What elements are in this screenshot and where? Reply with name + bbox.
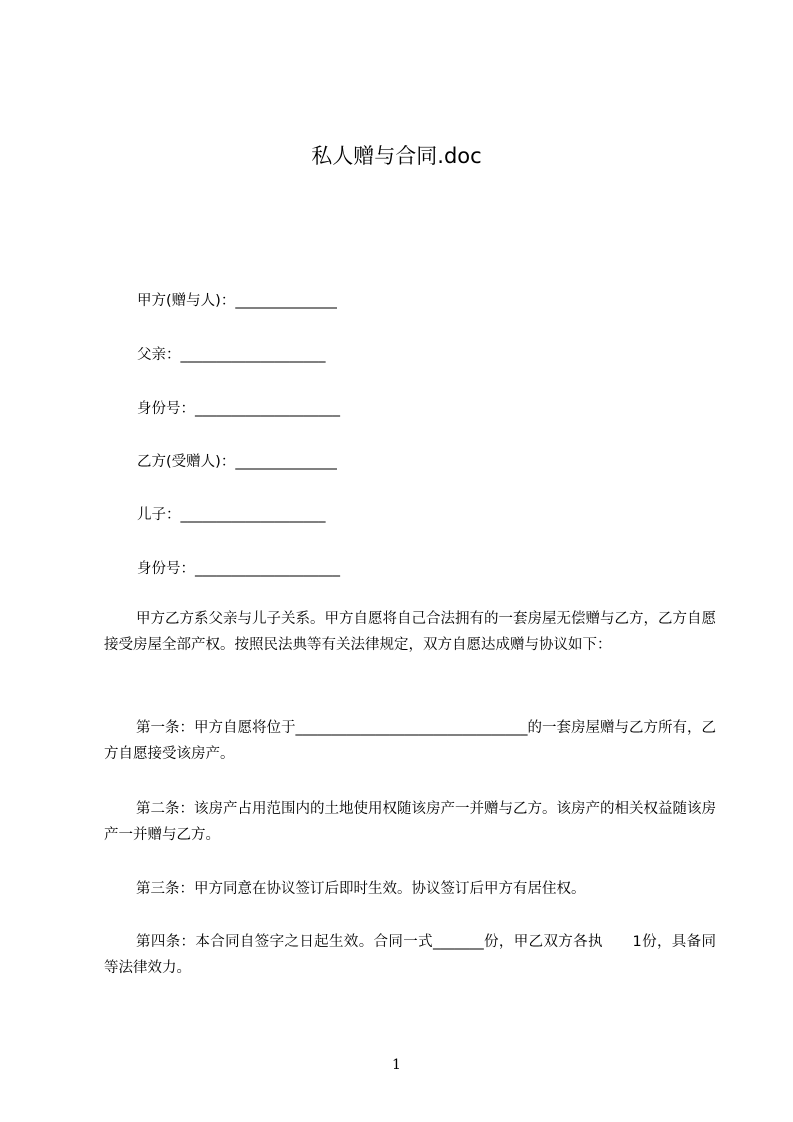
son-line: 儿子：____________________ — [137, 507, 326, 523]
party-b-line: 乙方(受赠人)：______________ — [137, 454, 337, 470]
article-3-paragraph: 第三条：甲方同意在协议签订后即时生效。协议签订后甲方有居住权。 — [136, 881, 586, 897]
page-number: 1 — [392, 1057, 401, 1073]
preamble-paragraph: 甲方乙方系父亲与儿子关系。甲方自愿将自己合法拥有的一套房屋无偿赠与乙方，乙方自愿接受房屋全部产权。按照民法典等有关法律规定，双方自愿达成赠与协议如下： — [104, 611, 716, 653]
father-line: 父亲：____________________ — [137, 347, 326, 363]
party-b-id-line: 身份号：____________________ — [137, 561, 340, 577]
article-4-paragraph: 第四条：本合同自签字之日起生效。合同一式_______份，甲乙双方各执 1份，具备同等法律效力。 — [104, 934, 716, 976]
article-2-paragraph: 第二条：该房产占用范围内的土地使用权随该房产一并赠与乙方。该房产的相关权益随该房产一并赠与乙方。 — [104, 801, 716, 843]
party-a-id-line: 身份号：____________________ — [137, 401, 340, 417]
party-a-line: 甲方(赠与人)：______________ — [137, 293, 337, 309]
article-1-paragraph: 第一条：甲方自愿将位于________________________________的一套房屋赠与乙方所有，乙方自愿接受该房产。 — [104, 720, 716, 762]
document-title: 私人赠与合同.doc — [311, 144, 482, 168]
